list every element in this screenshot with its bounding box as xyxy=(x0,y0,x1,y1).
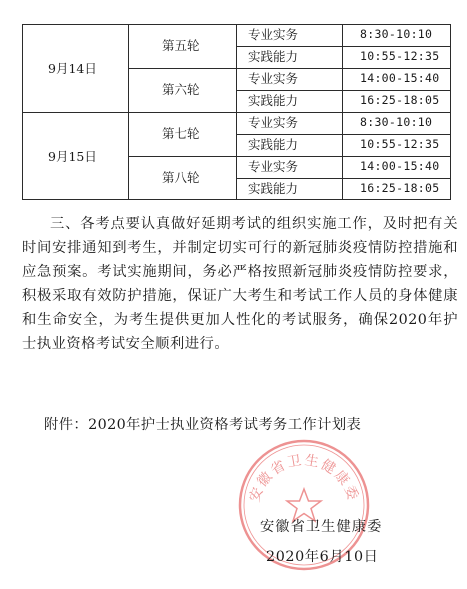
exam-time: 14:00-15:40 xyxy=(360,159,440,173)
exam-date: 9月15日 xyxy=(48,149,97,164)
exam-subject: 专业实务 xyxy=(248,115,299,130)
table-line xyxy=(128,68,451,69)
exam-time: 8:30-10:10 xyxy=(360,115,433,129)
exam-subject: 实践能力 xyxy=(248,49,299,64)
seal-text: 安徽省卫生健康委 xyxy=(246,452,362,505)
body-paragraph: 三、各考点要认真做好延期考试的组织实施工作，及时把有关时间安排通知到考生，并制定切实可行的新冠肺炎疫情防控措施和应急预案。考试实施期间，务必严格按照新冠肺炎疫情防控要求，积极采取有效防护措施，保证广大考生和考试工作人员的身体健康和生命安全，为考生提供更加人性化的考试服务，确保2020年护士执业资格考试安全顺利进行。 xyxy=(22,216,458,352)
exam-round: 第八轮 xyxy=(162,170,200,185)
exam-time: 10:55-12:35 xyxy=(360,137,440,151)
exam-subject: 实践能力 xyxy=(248,137,299,152)
exam-time: 14:00-15:40 xyxy=(360,71,440,85)
exam-subject: 实践能力 xyxy=(248,93,299,108)
schedule-table xyxy=(22,24,451,200)
exam-subject: 专业实务 xyxy=(248,159,299,174)
table-line xyxy=(236,178,451,179)
signature-date: 2020年6月10日 xyxy=(266,549,379,565)
table-line xyxy=(22,24,23,200)
exam-subject: 专业实务 xyxy=(248,27,299,42)
table-line xyxy=(236,134,451,135)
exam-round: 第五轮 xyxy=(162,38,200,53)
exam-time: 16:25-18:05 xyxy=(360,93,440,107)
exam-time: 16:25-18:05 xyxy=(360,181,440,195)
attachment-line: 附件：2020年护士执业资格考试考务工作计划表 xyxy=(44,417,362,433)
table-line xyxy=(450,24,451,200)
table-line xyxy=(236,46,451,47)
table-line xyxy=(236,90,451,91)
exam-round: 第七轮 xyxy=(162,126,200,141)
table-line xyxy=(342,24,343,200)
exam-time: 10:55-12:35 xyxy=(360,49,440,63)
exam-time: 8:30-10:10 xyxy=(360,27,433,41)
table-line xyxy=(128,24,129,200)
exam-subject: 专业实务 xyxy=(248,71,299,86)
exam-date: 9月14日 xyxy=(48,61,97,76)
table-line xyxy=(236,24,237,200)
exam-round: 第六轮 xyxy=(162,82,200,97)
exam-subject: 实践能力 xyxy=(248,181,299,196)
table-line xyxy=(128,156,451,157)
signature-organization: 安徽省卫生健康委 xyxy=(260,519,383,535)
